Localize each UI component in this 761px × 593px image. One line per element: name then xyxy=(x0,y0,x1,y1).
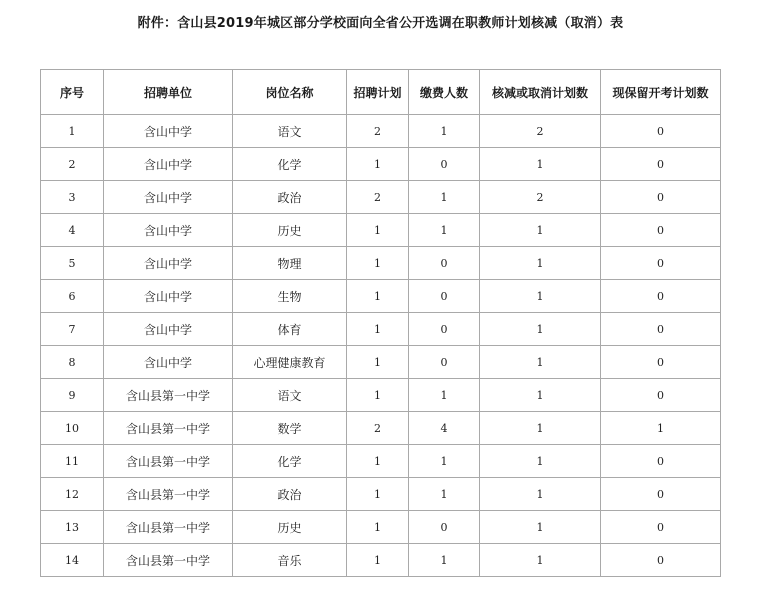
cell-serial-number: 4 xyxy=(41,214,104,247)
table-row xyxy=(41,511,721,544)
cell-serial-number: 1 xyxy=(41,115,104,148)
header-recruitment-plan: 招聘计划 xyxy=(347,70,409,115)
cell-position-name: 心理健康教育 xyxy=(233,346,347,379)
table-row xyxy=(41,115,721,148)
cell-position-name: 生物 xyxy=(233,280,347,313)
cell-recruitment-plan: 1 xyxy=(347,247,409,280)
cell-position-name: 物理 xyxy=(233,247,347,280)
cell-position-name: 历史 xyxy=(233,214,347,247)
table-row xyxy=(41,280,721,313)
cell-paid-count: 1 xyxy=(409,379,480,412)
table-row xyxy=(41,247,721,280)
cell-serial-number: 8 xyxy=(41,346,104,379)
cell-reduced-or-cancelled: 1 xyxy=(480,214,601,247)
cell-position-name: 体育 xyxy=(233,313,347,346)
header-reduced-or-cancelled: 核减或取消计划数 xyxy=(480,70,601,115)
cell-recruitment-plan: 2 xyxy=(347,115,409,148)
cell-recruitment-plan: 1 xyxy=(347,478,409,511)
cell-paid-count: 4 xyxy=(409,412,480,445)
header-retained-plan: 现保留开考计划数 xyxy=(601,70,721,115)
cell-retained-plan: 0 xyxy=(601,214,721,247)
cell-position-name: 政治 xyxy=(233,181,347,214)
cell-position-name: 音乐 xyxy=(233,544,347,577)
cell-recruiting-unit: 含山县第一中学 xyxy=(104,511,233,544)
cell-serial-number: 3 xyxy=(41,181,104,214)
table-row xyxy=(41,478,721,511)
cell-retained-plan: 0 xyxy=(601,247,721,280)
cell-serial-number: 2 xyxy=(41,148,104,181)
cell-reduced-or-cancelled: 1 xyxy=(480,247,601,280)
table-row xyxy=(41,313,721,346)
cell-recruitment-plan: 1 xyxy=(347,511,409,544)
header-paid-count: 缴费人数 xyxy=(409,70,480,115)
cell-recruitment-plan: 2 xyxy=(347,181,409,214)
cell-retained-plan: 0 xyxy=(601,478,721,511)
cell-paid-count: 1 xyxy=(409,544,480,577)
cell-recruitment-plan: 1 xyxy=(347,544,409,577)
table-row xyxy=(41,148,721,181)
cell-reduced-or-cancelled: 1 xyxy=(480,346,601,379)
table-row xyxy=(41,544,721,577)
cell-position-name: 数学 xyxy=(233,412,347,445)
table-row xyxy=(41,379,721,412)
cell-position-name: 化学 xyxy=(233,445,347,478)
cell-retained-plan: 0 xyxy=(601,445,721,478)
cell-reduced-or-cancelled: 1 xyxy=(480,544,601,577)
cell-recruiting-unit: 含山中学 xyxy=(104,280,233,313)
cell-reduced-or-cancelled: 1 xyxy=(480,511,601,544)
cell-reduced-or-cancelled: 2 xyxy=(480,181,601,214)
document-title: 附件：含山县2019年城区部分学校面向全省公开选调在职教师计划核减（取消）表 xyxy=(137,16,624,31)
cell-recruiting-unit: 含山县第一中学 xyxy=(104,478,233,511)
cell-recruiting-unit: 含山县第一中学 xyxy=(104,544,233,577)
cell-reduced-or-cancelled: 1 xyxy=(480,445,601,478)
cell-paid-count: 1 xyxy=(409,445,480,478)
cell-reduced-or-cancelled: 1 xyxy=(480,379,601,412)
cell-serial-number: 13 xyxy=(41,511,104,544)
cell-position-name: 政治 xyxy=(233,478,347,511)
cell-position-name: 历史 xyxy=(233,511,347,544)
cell-recruiting-unit: 含山中学 xyxy=(104,346,233,379)
header-position-name: 岗位名称 xyxy=(233,70,347,115)
cell-retained-plan: 0 xyxy=(601,280,721,313)
cell-paid-count: 1 xyxy=(409,181,480,214)
cell-paid-count: 1 xyxy=(409,478,480,511)
cell-serial-number: 14 xyxy=(41,544,104,577)
cell-serial-number: 7 xyxy=(41,313,104,346)
cell-retained-plan: 0 xyxy=(601,379,721,412)
cell-serial-number: 11 xyxy=(41,445,104,478)
cell-retained-plan: 1 xyxy=(601,412,721,445)
cell-position-name: 化学 xyxy=(233,148,347,181)
cell-recruitment-plan: 1 xyxy=(347,214,409,247)
cell-paid-count: 0 xyxy=(409,346,480,379)
cell-position-name: 语文 xyxy=(233,115,347,148)
cell-serial-number: 6 xyxy=(41,280,104,313)
table-row xyxy=(41,445,721,478)
cell-recruiting-unit: 含山县第一中学 xyxy=(104,445,233,478)
cell-reduced-or-cancelled: 1 xyxy=(480,280,601,313)
cell-paid-count: 1 xyxy=(409,214,480,247)
cell-retained-plan: 0 xyxy=(601,313,721,346)
cell-recruiting-unit: 含山中学 xyxy=(104,115,233,148)
header-recruiting-unit: 招聘单位 xyxy=(104,70,233,115)
cell-reduced-or-cancelled: 1 xyxy=(480,313,601,346)
cell-paid-count: 0 xyxy=(409,247,480,280)
cell-reduced-or-cancelled: 1 xyxy=(480,478,601,511)
cell-paid-count: 1 xyxy=(409,115,480,148)
cell-retained-plan: 0 xyxy=(601,181,721,214)
cell-serial-number: 10 xyxy=(41,412,104,445)
cell-retained-plan: 0 xyxy=(601,115,721,148)
cell-retained-plan: 0 xyxy=(601,544,721,577)
cell-paid-count: 0 xyxy=(409,148,480,181)
cell-retained-plan: 0 xyxy=(601,511,721,544)
cell-reduced-or-cancelled: 1 xyxy=(480,148,601,181)
table-body xyxy=(41,115,721,577)
header-serial-number: 序号 xyxy=(41,70,104,115)
cell-recruiting-unit: 含山县第一中学 xyxy=(104,412,233,445)
cell-serial-number: 5 xyxy=(41,247,104,280)
cell-recruiting-unit: 含山中学 xyxy=(104,148,233,181)
cell-recruitment-plan: 1 xyxy=(347,445,409,478)
cell-recruiting-unit: 含山中学 xyxy=(104,181,233,214)
cell-reduced-or-cancelled: 1 xyxy=(480,412,601,445)
cell-recruitment-plan: 1 xyxy=(347,280,409,313)
cell-recruitment-plan: 2 xyxy=(347,412,409,445)
cell-recruiting-unit: 含山县第一中学 xyxy=(104,379,233,412)
table-row xyxy=(41,412,721,445)
cell-recruiting-unit: 含山中学 xyxy=(104,313,233,346)
cell-recruitment-plan: 1 xyxy=(347,379,409,412)
table-row xyxy=(41,181,721,214)
cell-recruitment-plan: 1 xyxy=(347,313,409,346)
cell-position-name: 语文 xyxy=(233,379,347,412)
cell-reduced-or-cancelled: 2 xyxy=(480,115,601,148)
table-row xyxy=(41,214,721,247)
cell-recruitment-plan: 1 xyxy=(347,346,409,379)
cell-recruitment-plan: 1 xyxy=(347,148,409,181)
recruitment-plan-table xyxy=(40,69,721,577)
cell-retained-plan: 0 xyxy=(601,148,721,181)
cell-paid-count: 0 xyxy=(409,313,480,346)
cell-serial-number: 9 xyxy=(41,379,104,412)
table-row xyxy=(41,346,721,379)
cell-paid-count: 0 xyxy=(409,280,480,313)
cell-serial-number: 12 xyxy=(41,478,104,511)
table-header-row xyxy=(41,70,721,115)
cell-recruiting-unit: 含山中学 xyxy=(104,214,233,247)
cell-retained-plan: 0 xyxy=(601,346,721,379)
cell-recruiting-unit: 含山中学 xyxy=(104,247,233,280)
cell-paid-count: 0 xyxy=(409,511,480,544)
